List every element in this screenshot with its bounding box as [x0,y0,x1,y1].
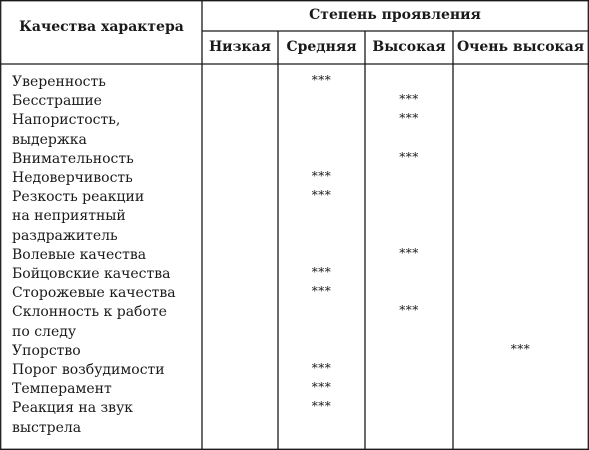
quality-label-continuation: раздражитель [12,227,118,244]
degree-mark: *** [399,92,419,107]
quality-label: Бесстрашие [12,93,102,110]
quality-label: Уверенность [12,74,106,90]
level-header-medium: Средняя [286,39,357,55]
level-header-very-high: Очень высокая [456,39,585,55]
quality-label: Сторожевые качества [12,285,176,302]
quality-label: Темперамент [12,381,112,398]
degree-mark: *** [311,361,332,375]
quality-label-continuation: на неприятный [12,208,126,225]
quality-column-header: Качества характера [19,19,184,35]
degree-mark: *** [311,169,332,183]
degree-mark: *** [311,73,332,87]
quality-label: Резкость реакции [12,189,145,206]
quality-label: Волевые качества [12,246,147,263]
degree-mark: *** [399,245,419,260]
quality-label: Склонность к работе [12,304,167,321]
quality-label-continuation: выдержка [12,131,87,148]
quality-label: Напористость, [12,112,121,129]
degree-mark: *** [311,380,332,395]
degree-mark: *** [311,265,332,279]
quality-label-continuation: по следу [12,323,77,340]
degree-group-header: Степень проявления [309,7,481,23]
degree-mark: *** [311,188,332,203]
degree-mark: *** [399,149,419,164]
quality-label: Упорство [12,342,81,359]
quality-list [12,73,198,438]
quality-label: Порог возбудимости [12,362,165,379]
quality-label-continuation: выстрела [12,419,82,436]
degree-mark: *** [311,284,332,299]
quality-label: Реакция на звук [12,400,134,417]
degree-mark: *** [399,303,419,318]
quality-label: Внимательность [12,150,134,167]
level-header-low: Низкая [208,39,272,55]
quality-label: Недоверчивость [12,170,133,187]
degree-mark: *** [311,399,332,414]
quality-label: Бойцовские качества [12,266,171,283]
degree-mark: *** [399,111,419,126]
level-header-high: Высокая [372,39,446,55]
degree-mark: *** [510,341,531,356]
